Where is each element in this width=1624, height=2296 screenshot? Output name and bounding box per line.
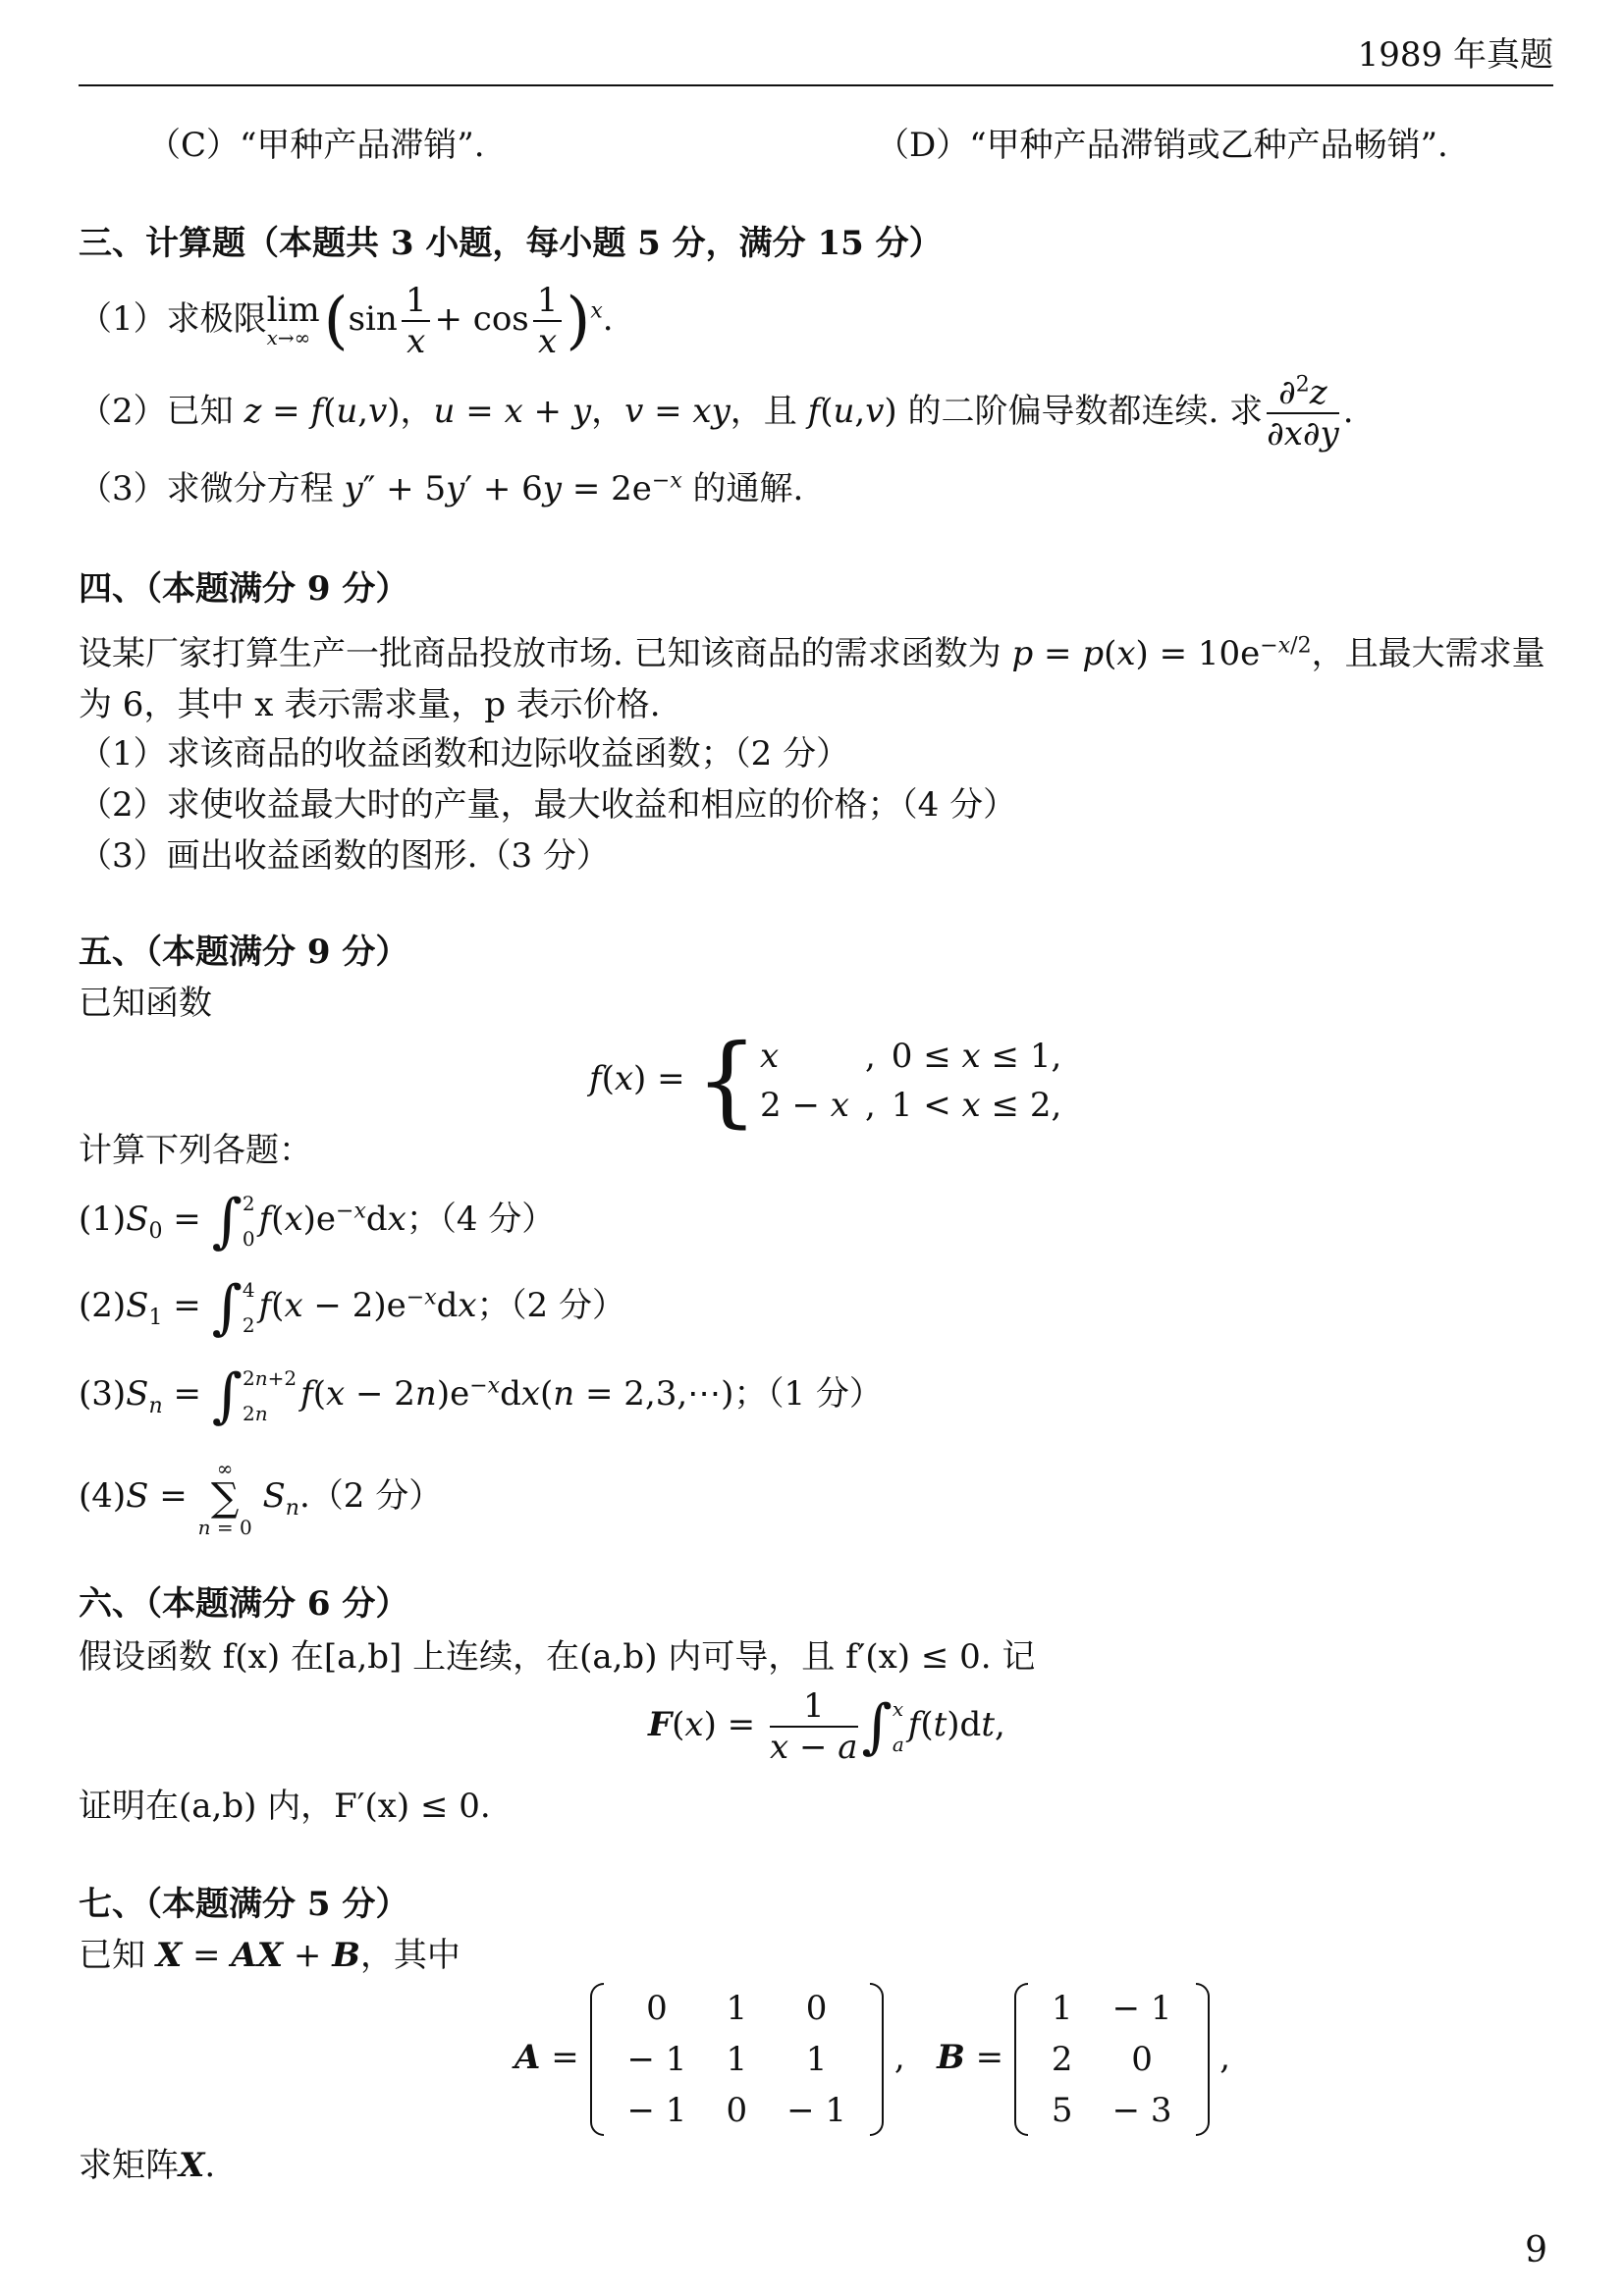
- section6-intro: 假设函数 f(x) 在[a,b] 上连续，在(a,b) 内可导，且 f′(x) ≤ 0. 记: [79, 1637, 1036, 1677]
- s-score: .（2 分）: [298, 1476, 443, 1516]
- matrix-a-cell: 0: [646, 1989, 668, 2028]
- section7-intro: 已知 X = AX + B，其中: [79, 1936, 460, 1975]
- section4-heading: 四、（本题满分 9 分）: [79, 569, 409, 609]
- section3-heading: 三、计算题（本题共 3 小题，每小题 5 分，满分 15 分）: [79, 224, 943, 263]
- section5-s1: $(2)S_1$ = ∫ 4 2 $f(x - 2)e^{-x}dx$；（2 分）: [79, 1273, 626, 1342]
- section6-formula: F(x) = $\frac{1}{x - a}$ ∫ x a f(t)dt,: [648, 1686, 1005, 1767]
- matrix-b-cell: − 3: [1111, 2091, 1172, 2130]
- section7-ask: 求矩阵X.: [79, 2146, 216, 2185]
- section5-s0: $(1)S_0$ = ∫ 2 0 $f(x)e^{-x}dx$；（4 分）: [79, 1187, 556, 1255]
- matrix-a-cell: 1: [805, 2040, 828, 2079]
- matrix-b: [1014, 1983, 1210, 2136]
- q2-mid: 的二阶偏导数都连续. 求: [907, 392, 1264, 431]
- section4-intro2: 为 6，其中 x 表示需求量，p 表示价格.: [79, 685, 661, 724]
- section3-q2: （2）已知 z = f(u,v)，u = x + y，v = xy，且 f(u,v) 的二阶偏导数都连续. 求 $\frac{\partial^2z}{\partial x\partial y}$ .: [79, 372, 1354, 454]
- section5-sn: $(3)S_n$ = ∫ 2n+2 2n $f(x - 2n)e^{-x}dx(n$ = 2,3,⋯)；（1 分）: [79, 1362, 883, 1430]
- section5-intro: 已知函数: [79, 984, 212, 1023]
- matrix-a-cell: 1: [726, 1989, 748, 2028]
- section7-heading: 七、（本题满分 5 分）: [79, 1885, 409, 1924]
- section5-s: (4)S = ∞ ∑ n = 0 $S_n.(2$ 分）: [79, 1457, 443, 1539]
- matrix-a-cell: − 1: [626, 2040, 687, 2079]
- section3-q3: （3）求微分方程 $y'' + 5y' + 6y = 2e^{-x}$ 的通解.: [79, 468, 804, 508]
- matrix-b-cell: − 1: [1111, 1989, 1172, 2028]
- section5-compute: 计算下列各题：: [79, 1131, 312, 1170]
- matrix-a-cell: − 1: [786, 2091, 847, 2130]
- header-title: 1989 年真题: [1357, 35, 1553, 75]
- section4-item1: （1）求该商品的收益函数和边际收益函数；（2 分）: [79, 734, 850, 774]
- q1-prefix: （1）求极限: [79, 299, 267, 339]
- q3-suffix: 的通解.: [692, 469, 804, 508]
- s1-score: ；（2 分）: [476, 1286, 626, 1325]
- q2-prefix: （2）已知: [79, 392, 234, 431]
- matrix-a-cell: − 1: [626, 2091, 687, 2130]
- piecewise-function: f(x) = { x , 0 ≤ x ≤ 1, 2 − x , 1 < x ≤ 2,: [589, 1023, 1062, 1138]
- section3-q1: （1）求极限 lim x→∞ (sin $\frac{1}{x}$ + cos $\frac{1}{x}$ )$^x$.: [79, 281, 614, 361]
- option-c: （C）“甲种产品滞销”.: [147, 126, 485, 165]
- matrix-a-cell: 1: [726, 2040, 748, 2079]
- section4-intro1-b: ，且最大需求量: [1311, 634, 1545, 673]
- header-rule: [79, 84, 1553, 86]
- section7-intro-prefix: 已知: [79, 1936, 145, 1975]
- matrix-b-cell: 2: [1051, 2040, 1073, 2079]
- section6-heading: 六、（本题满分 6 分）: [79, 1584, 409, 1624]
- matrix-a-cell: 0: [805, 1989, 828, 2028]
- s0-score: ；（4 分）: [406, 1200, 556, 1239]
- section5-heading: 五、（本题满分 9 分）: [79, 933, 409, 972]
- option-d: （D）“甲种产品滞销或乙种产品畅销”.: [876, 126, 1448, 165]
- section4-item3: （3）画出收益函数的图形.（3 分）: [79, 836, 610, 876]
- matrix-a: [590, 1983, 885, 2136]
- matrix-b-cell: 1: [1051, 1989, 1073, 2028]
- section7-matrices: A = 0 1 0 − 1 1 1 − 1 0 − 1 , B = 1 − 1 2 0 5 − 3 ,: [514, 1983, 1230, 2136]
- section4-item2: （2）求使收益最大时的产量，最大收益和相应的价格；（4 分）: [79, 785, 1017, 825]
- sn-score: ；（1 分）: [733, 1374, 883, 1414]
- section7-intro-suffix: ，其中: [359, 1936, 460, 1975]
- q3-prefix: （3）求微分方程: [79, 469, 334, 508]
- q1-limit: lim x→∞: [266, 291, 320, 349]
- section4-intro1: 设某厂家打算生产一批商品投放市场. 已知该商品的需求函数为 $p = p(x) = 10e^{-x/2}$，且最大需求量: [79, 633, 1545, 673]
- section6-conclusion: 证明在(a,b) 内，F′(x) ≤ 0.: [79, 1787, 491, 1826]
- matrix-b-cell: 0: [1131, 2040, 1153, 2079]
- page-number: 9: [1525, 2230, 1547, 2270]
- section7-ask-prefix: 求矩阵: [79, 2146, 179, 2185]
- section4-intro1-a: 设某厂家打算生产一批商品投放市场. 已知该商品的需求函数为: [79, 634, 1001, 673]
- section7-ask-suffix: .: [204, 2146, 216, 2185]
- matrix-a-cell: 0: [726, 2091, 748, 2130]
- matrix-b-cell: 5: [1051, 2091, 1073, 2130]
